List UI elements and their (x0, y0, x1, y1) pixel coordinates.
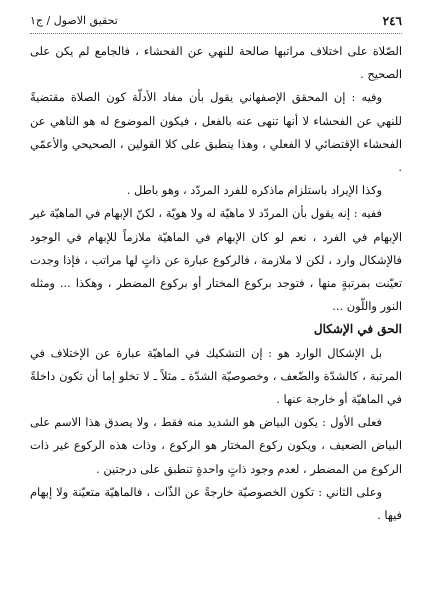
paragraph: وعلى الثاني : تكون الخصوصيّة خارجةً عن الذّات ، فالماهيّة متعيّنة ولا إبهام فيها . (30, 484, 402, 523)
page-number: ٢٤٦ (382, 13, 402, 28)
paragraph: بل الإشكال الوارد هو : إن التشكيك في الماهيّة عبارة عن الإختلاف في المرتبة ، كالشدّة والضّعف ، وخصوصيّة الشدّة ـ مثلاً ـ لا تخلو إما أن تكون داخلةً في الماهيّة أو خارجة عنها . (30, 345, 402, 407)
paragraph: الصّلاة على اختلاف مراتبها صالحة للنهي عن الفحشاء ، فالجامع لم يكن على الصحيح . (30, 44, 402, 82)
paragraph: فعلى الأول : يكون البياض هو الشديد منه فقط ، ولا يصدق هذا الاسم على البياض الضعيف ، ويكون ركوع المختار هو الركوع ، وذات هذه الركوع غير ذات الركوع من المضطر ، لعدم وجود ذاتٍ واحدةٍ تنطبق على درجتين . (30, 415, 402, 476)
section-heading: الحق في الإشكال (313, 322, 402, 337)
running-title: تحقيق الاصول / ج١ (30, 14, 118, 27)
page-header (30, 0, 402, 34)
paragraph: وكذا الإيراد باستلزام ماذكره للفرد المردّد ، وهو باطل . (126, 183, 382, 198)
paragraph: وفيه : إن المحقق الإصفهاني يقول بأن مفاد الأدلّة كون الصلاة مقتضيةً للنهي عن الفحشاء لا أنها تنهى عنه بالفعل ، فيكون الموضوع له هو الناهي عن الفحشاء الإقتضائي لا الفعلي ، وهذا ينطبق على كلا القولين ، الصحيحي والأعمّي . (30, 90, 402, 175)
paragraph: ففيه : إنه يقول بأن المردّد لا ماهيّة له ولا هويّة ، لكنّ الإبهام في الماهيّة غير الإبهام في الفرد ، نعم لو كان الإبهام في الماهيّة ملازماً للإبهام في الوجود فالإشكال وارد ، لكن لا ملازمة ، فالركوع عبارة عن ذاتٍ لها مراتب ، فإذا وجدت تعيّنت بمرتبةٍ منها ، فتوجد بركوع المختار أو بركوع المضطر ، وهكذا ... ومثله النور واللّون ... (30, 206, 402, 314)
page-body (30, 34, 402, 527)
